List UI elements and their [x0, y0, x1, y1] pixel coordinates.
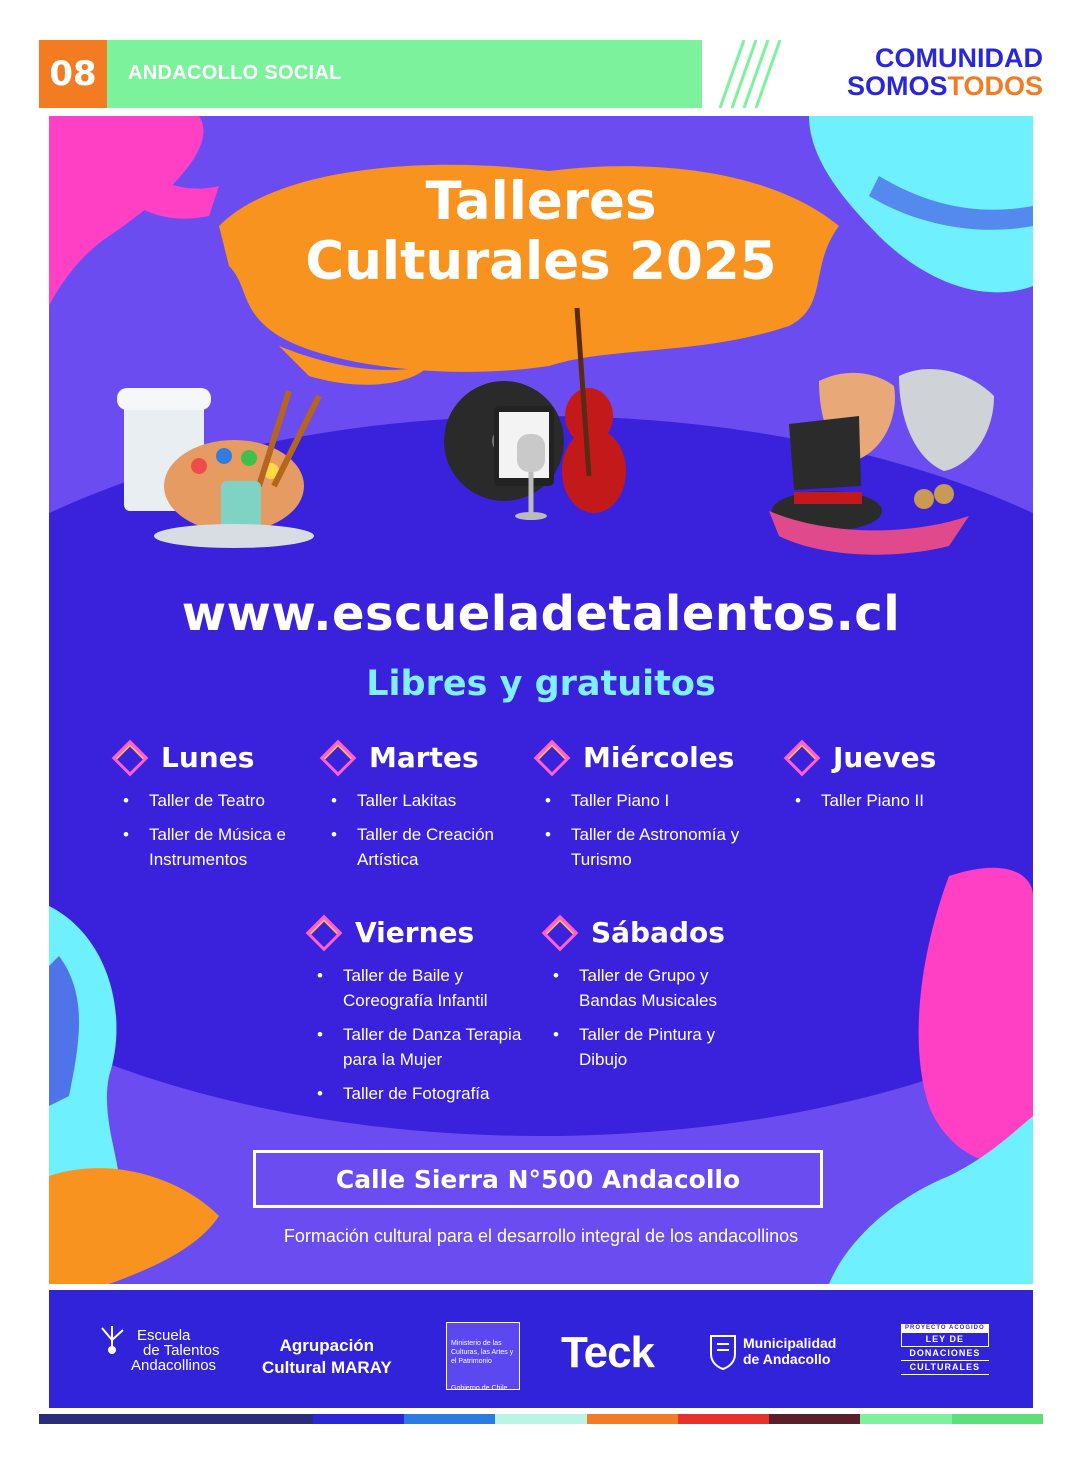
day-name: Viernes: [355, 916, 475, 949]
teck-logo: Teck: [561, 1328, 655, 1377]
day-viernes: [305, 916, 535, 1115]
escuela-line3: Andacollinos: [131, 1357, 217, 1374]
section-title: ANDACOLLO SOCIAL: [128, 62, 342, 84]
day-name: Sábados: [591, 916, 725, 949]
footer-color-bar: [39, 1414, 1043, 1424]
diamond-icon: [306, 914, 343, 951]
page-number: 08: [39, 40, 107, 108]
subtitle-free: Libres y gratuitos: [366, 664, 716, 704]
list-item: • Taller Piano I: [533, 788, 783, 813]
shield-icon: [709, 1332, 737, 1370]
maray-logo: [262, 1335, 392, 1379]
diamond-icon: [320, 739, 357, 776]
diamond-icon: [542, 914, 579, 951]
brand-logo: [847, 44, 1043, 100]
list-item: • Taller de Fotografía: [305, 1081, 535, 1106]
title-line2: Culturales 2025: [305, 231, 777, 292]
escuela-talentos-logo: [109, 1328, 219, 1373]
website-link[interactable]: www.escueladetalentos.cl: [181, 586, 901, 642]
day-name: Martes: [369, 741, 479, 774]
diamond-icon: [534, 739, 571, 776]
day-name: Miércoles: [583, 741, 735, 774]
poster: [49, 116, 1033, 1284]
ministerio-footer: Gobierno de Chile: [451, 1385, 508, 1392]
sponsor-strip: [49, 1290, 1033, 1408]
list-item: • Taller Lakitas: [319, 788, 529, 813]
escuela-icon: [97, 1320, 127, 1360]
brand-line1: COMUNIDAD: [875, 43, 1043, 73]
list-item: • Taller de Baile y Coreografía Infantil: [305, 963, 535, 1013]
muni-line1: Municipalidad: [743, 1335, 837, 1351]
day-lunes: [111, 741, 311, 881]
ley-line1: LEY DE: [901, 1333, 989, 1346]
escuela-line1: Escuela: [137, 1327, 191, 1344]
title-line1: Talleres: [425, 171, 657, 232]
muni-line2: de Andacollo: [743, 1351, 831, 1367]
address-box: Calle Sierra N°500 Andacollo: [253, 1150, 823, 1208]
municipalidad-logo: [709, 1332, 836, 1370]
ley-line0: PROYECTO ACOGIDO: [901, 1324, 989, 1333]
poster-title: [49, 172, 1033, 292]
list-item: • Taller de Música e Instrumentos: [111, 822, 311, 872]
day-name: Lunes: [161, 741, 255, 774]
maray-line2: Cultural MARAY: [262, 1358, 392, 1377]
day-sabados: [541, 916, 761, 1081]
ministerio-logo: [446, 1322, 520, 1390]
brand-somos: SOMOS: [846, 71, 948, 101]
maray-line1: Agrupación: [279, 1336, 375, 1355]
diamond-icon: [112, 739, 149, 776]
list-item: • Taller de Pintura y Dibujo: [541, 1022, 761, 1072]
escuela-line2: de Talentos: [143, 1342, 220, 1359]
ministerio-text: Ministerio de las Culturas, las Artes y el Patrimonio: [451, 1340, 514, 1365]
ley-donaciones-logo: [901, 1324, 989, 1375]
day-miercoles: [533, 741, 783, 881]
day-name: Jueves: [833, 741, 937, 774]
tagline: Formación cultural para el desarrollo integral de los andacollinos: [283, 1226, 799, 1246]
day-martes: [319, 741, 529, 881]
list-item: • Taller de Grupo y Bandas Musicales: [541, 963, 761, 1013]
diamond-icon: [784, 739, 821, 776]
list-item: • Taller de Danza Terapia para la Mujer: [305, 1022, 535, 1072]
list-item: • Taller Piano II: [783, 788, 983, 813]
list-item: • Taller de Creación Artística: [319, 822, 529, 872]
ley-line2: DONACIONES: [901, 1346, 989, 1360]
ley-line3: CULTURALES: [901, 1360, 989, 1375]
header-stripes: [700, 40, 790, 108]
brand-todos: TODOS: [947, 71, 1043, 101]
day-jueves: [783, 741, 983, 822]
list-item: • Taller de Teatro: [111, 788, 311, 813]
list-item: • Taller de Astronomía y Turismo: [533, 822, 783, 872]
